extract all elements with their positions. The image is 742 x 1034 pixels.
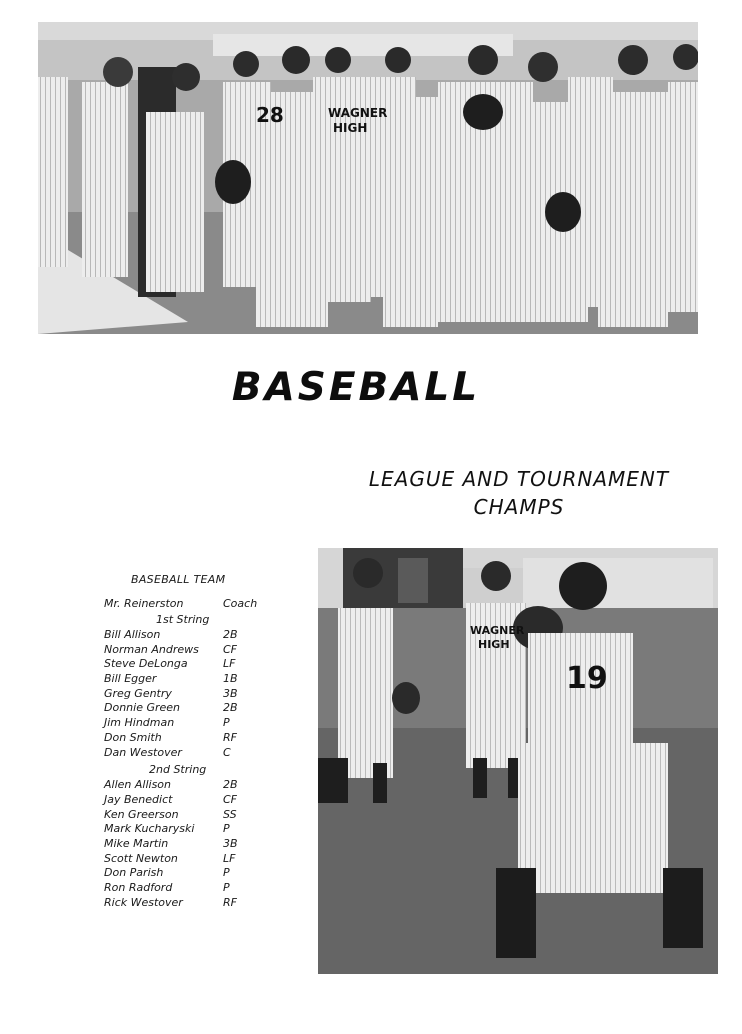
roster-row [104, 657, 304, 672]
roster-row [104, 866, 304, 881]
roster-row [104, 896, 304, 911]
roster-row [104, 687, 304, 702]
player-name: Scott Newton [104, 851, 178, 865]
player-name: Ron Radford [104, 881, 173, 894]
player-position: 3B [223, 836, 238, 850]
player-position: LF [223, 657, 236, 671]
jersey-lettering-line1: WAGNER [328, 106, 388, 120]
roster-row [104, 731, 304, 746]
player-position: P [223, 881, 230, 894]
coach-row [104, 596, 304, 612]
player-position: CF [223, 792, 238, 806]
roster-row [104, 778, 304, 793]
roster-row [104, 628, 304, 643]
player-name: Don Smith [104, 730, 162, 744]
jersey-lettering-line2: HIGH [478, 638, 510, 651]
player-position: 1B [223, 672, 238, 686]
player-name: Jim Hindman [104, 716, 175, 730]
roster-heading: BASEBALL TEAM [131, 573, 226, 586]
jersey-number-19: 19 [566, 661, 608, 696]
roster-row [104, 852, 304, 867]
player-position: 2B [223, 778, 238, 792]
roster-row [104, 672, 304, 687]
page-title: BASEBALL [231, 365, 481, 410]
roster-row [104, 808, 304, 823]
player-name: Don Parish [104, 866, 164, 880]
player-name: Mike Martin [104, 836, 169, 850]
action-photo [318, 548, 718, 974]
roster-row [104, 881, 304, 896]
roster-row [104, 793, 304, 808]
player-position: 2B [223, 701, 238, 715]
coach-name: Mr. Reinerston [104, 597, 184, 610]
subtitle [330, 465, 708, 521]
player-position: P [223, 866, 230, 880]
player-name: Rick Westover [104, 895, 183, 909]
second-string-label: 2nd String [149, 763, 207, 777]
roster-row [104, 716, 304, 731]
player-name: Donnie Green [104, 701, 181, 715]
player-position: CF [223, 642, 238, 656]
player-name: Ken Greerson [104, 807, 179, 821]
player-position: P [223, 716, 230, 730]
player-position: 2B [223, 628, 238, 641]
jersey-number-28: 28 [256, 103, 284, 127]
jersey-lettering-line1: WAGNER [470, 624, 525, 637]
player-name: Steve DeLonga [104, 657, 188, 671]
coach-role: Coach [223, 597, 258, 610]
player-name: Bill Allison [104, 628, 161, 641]
player-name: Jay Benedict [104, 792, 173, 806]
player-position: LF [223, 851, 236, 865]
player-name: Greg Gentry [104, 686, 172, 700]
roster-row [104, 643, 304, 658]
roster-row [104, 822, 304, 837]
player-position: RF [223, 730, 237, 744]
subtitle-line-1: LEAGUE AND TOURNAMENT [368, 467, 670, 491]
team-photo-art [38, 22, 698, 334]
player-position: C [223, 745, 231, 759]
team-roster [104, 572, 304, 910]
player-position: SS [223, 807, 237, 821]
player-name: Norman Andrews [104, 642, 199, 656]
player-position: 3B [223, 686, 238, 700]
action-photo-art [318, 548, 718, 974]
first-string-label: 1st String [156, 613, 210, 626]
player-name: Mark Kucharyski [104, 822, 195, 836]
roster-row [104, 701, 304, 716]
roster-row [104, 837, 304, 852]
player-position: RF [223, 895, 237, 909]
player-name: Allen Allison [104, 778, 171, 792]
team-photo [38, 22, 698, 334]
jersey-lettering-line2: HIGH [333, 121, 368, 135]
roster-row [104, 746, 304, 761]
subtitle-line-2: CHAMPS [473, 495, 565, 519]
player-name: Dan Westover [104, 745, 182, 759]
player-name: Bill Egger [104, 672, 157, 686]
player-position: P [223, 822, 230, 836]
